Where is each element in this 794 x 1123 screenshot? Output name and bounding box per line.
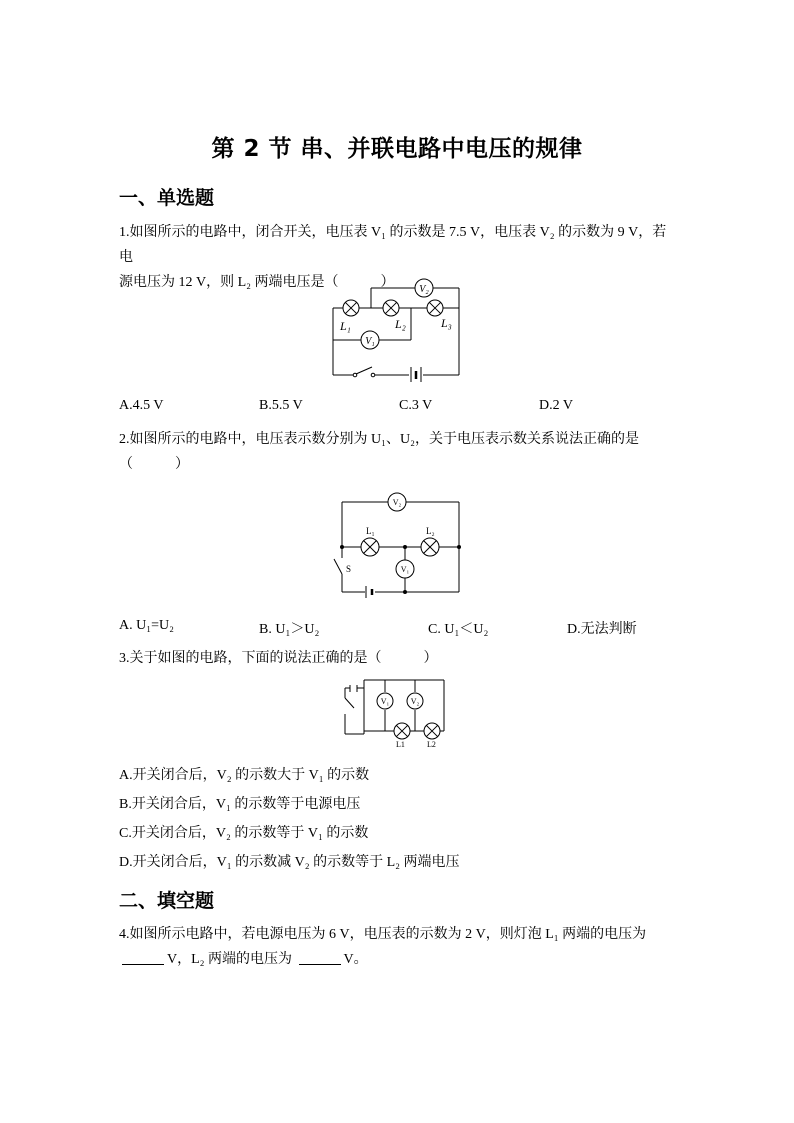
voltmeter-v2-label: V₂ — [410, 697, 420, 706]
circuit-diagram-3 — [340, 676, 450, 751]
lamp-l3-label: L₃ — [441, 316, 452, 330]
battery-symbol — [411, 367, 421, 382]
lamp-l1-symbol — [343, 300, 359, 316]
question-4-line-2 — [119, 947, 679, 972]
answer-blank-2[interactable] — [299, 950, 341, 965]
section-heading-single-choice: 一、单选题 — [119, 187, 215, 209]
question-1-line-1: 1.如图所示的电路中，闭合开关，电压表 V₁ 的示数是 7.5 V，电压表 V₂ 的示数为 9 V，若电 — [119, 225, 667, 265]
voltmeter-v1-label: V₁ — [380, 697, 390, 706]
lamp-l1-symbol — [394, 723, 410, 739]
voltmeter-v2-symbol — [407, 693, 423, 709]
voltmeter-middle-label: V₁ — [400, 565, 410, 574]
q2-option-a[interactable]: A. U₁=U₂ — [119, 618, 174, 633]
lamp-l1-label: L₁ — [366, 526, 375, 536]
circuit-diagram-1 — [325, 278, 470, 382]
switch-symbol — [353, 367, 375, 377]
q2-option-b[interactable]: B. U₁＞U₂ — [259, 622, 320, 637]
voltmeter-middle-symbol — [396, 560, 414, 578]
question-2 — [119, 427, 679, 477]
lamp-l2-symbol — [421, 538, 439, 556]
lamp-l3-symbol — [427, 300, 443, 316]
question-4-line-2-part-2: V。 — [343, 952, 368, 967]
battery-symbol — [366, 586, 372, 598]
lamp-l2-label: L2 — [427, 740, 436, 749]
voltmeter-top-label: V₂ — [392, 498, 402, 507]
switch-symbol — [334, 559, 342, 574]
lamp-l2-symbol — [424, 723, 440, 739]
lamp-l1-label: L₁ — [340, 319, 351, 333]
q3-option-d[interactable]: D.开关闭合后，V₁ 的示数减 V₂ 的示数等于 L₂ 两端电压 — [119, 855, 460, 870]
q2-option-d[interactable]: D.无法判断 — [567, 622, 637, 637]
q3-option-b[interactable]: B.开关闭合后，V₁ 的示数等于电源电压 — [119, 797, 361, 812]
answer-blank-1[interactable] — [122, 950, 164, 965]
question-4-line-2-part-1: V，L₂ 两端的电压为 — [167, 952, 293, 967]
question-2-line-2: （ ） — [119, 457, 189, 472]
voltmeter-top-symbol — [388, 493, 406, 511]
voltmeter-v2-label: V₂ — [419, 284, 429, 295]
switch-label: S — [346, 564, 352, 574]
voltmeter-v1-label: V₁ — [365, 336, 375, 347]
lamp-l1-label: L1 — [396, 740, 405, 749]
voltmeter-v2-symbol — [415, 279, 433, 297]
q1-option-d[interactable]: D.2 V — [539, 398, 573, 413]
question-3: 3.关于如图的电路，下面的说法正确的是（ ） — [119, 651, 438, 666]
lamp-l1-symbol — [361, 538, 379, 556]
question-4-line-1: 4.如图所示电路中，若电源电压为 6 V，电压表的示数为 2 V，则灯泡 L₁ 两端的电压为 — [119, 927, 647, 942]
q3-option-a[interactable]: A.开关闭合后，V₂ 的示数大于 V₁ 的示数 — [119, 768, 370, 783]
q2-option-c[interactable]: C. U₁＜U₂ — [428, 622, 489, 637]
circuit-diagram-2 — [325, 488, 470, 600]
q1-option-c[interactable]: C.3 V — [399, 398, 433, 413]
lamp-l2-symbol — [383, 300, 399, 316]
voltmeter-v1-symbol — [377, 693, 393, 709]
q1-option-a[interactable]: A.4.5 V — [119, 398, 164, 413]
lamp-l2-label: L₂ — [395, 317, 406, 331]
q1-option-b[interactable]: B.5.5 V — [259, 398, 303, 413]
section-heading-fill-blank: 二、填空题 — [119, 890, 215, 912]
q3-option-c[interactable]: C.开关闭合后，V₂ 的示数等于 V₁ 的示数 — [119, 826, 369, 841]
lamp-l2-label: L₂ — [426, 526, 435, 536]
voltmeter-v1-symbol — [361, 331, 379, 349]
page-title: 第 2 节 串、并联电路中电压的规律 — [211, 136, 583, 162]
question-1-line-2: 源电压为 12 V，则 L₂ 两端电压是（ ） — [119, 275, 395, 290]
question-4 — [119, 922, 679, 972]
question-2-line-1: 2.如图所示的电路中，电压表示数分别为 U₁、U₂，关于电压表示数关系说法正确的是 — [119, 432, 639, 447]
